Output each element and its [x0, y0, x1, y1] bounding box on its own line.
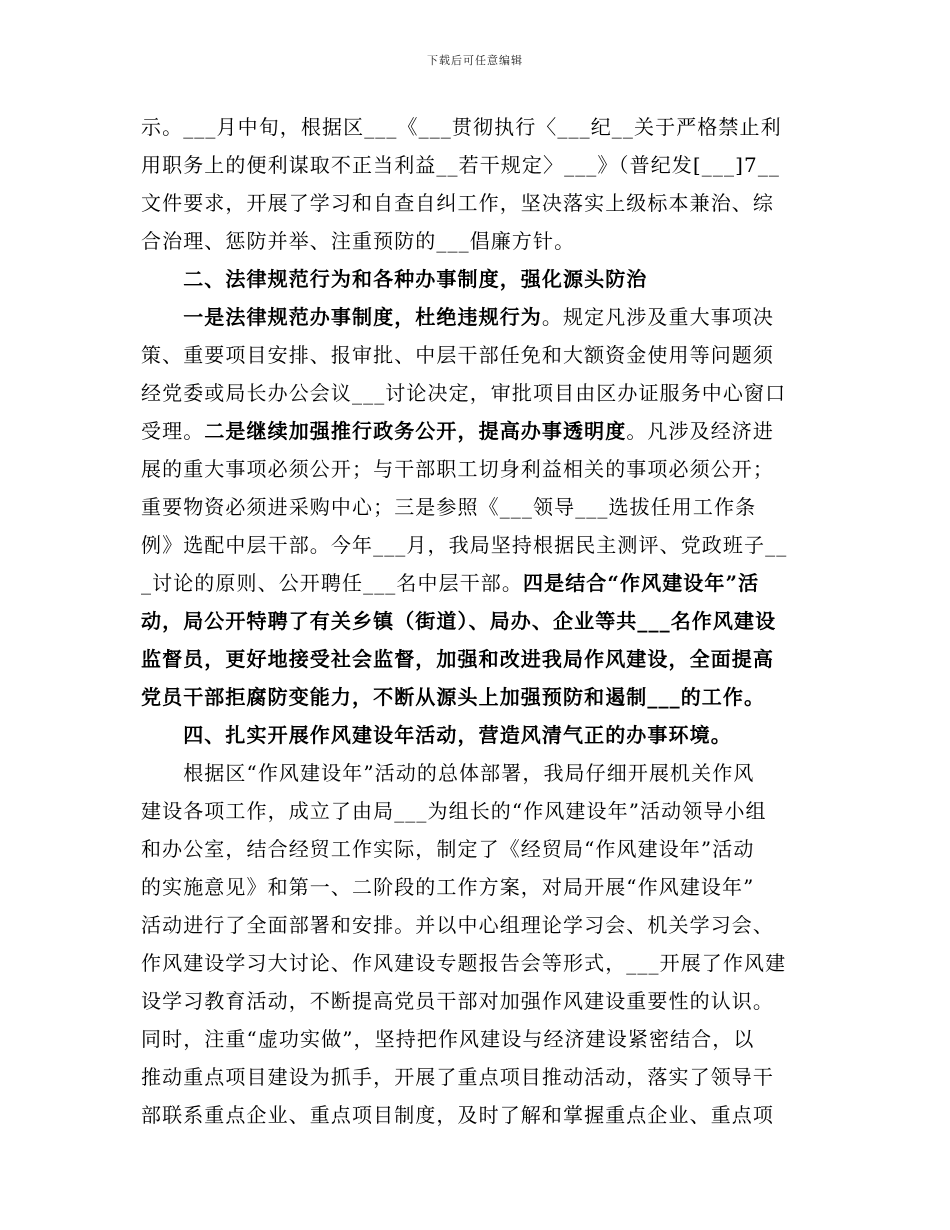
text-line: [141, 450, 811, 488]
text-run: 活动进行了全面部署和安排。并以中心组理论学习会、机关学习会、: [141, 913, 774, 937]
text-line: [141, 564, 811, 602]
text-line: [141, 260, 811, 298]
text-run: 推动重点项目建设为抓手，开展了重点项目推动活动，落实了领导干: [141, 1065, 774, 1089]
text-line: [141, 222, 811, 260]
text-line: [141, 1058, 811, 1096]
text-line: [141, 792, 811, 830]
bold-text-run: 二、法律规范行为和各种办事制度，强化源头防治: [141, 267, 648, 291]
text-line: [141, 526, 811, 564]
text-line: [141, 184, 811, 222]
text-line: [141, 754, 811, 792]
bold-text-run: 一是法律规范办事制度，杜绝违规行为: [141, 305, 542, 329]
text-line: [141, 640, 811, 678]
text-run: 合治理、惩防并举、注重预防的___倡廉方针。: [141, 229, 576, 253]
text-run: 设学习教育活动，不断提高党员干部对加强作风建设重要性的认识。: [141, 989, 774, 1013]
text-run: 示。___月中旬，根据区___《___贯彻执行〈___纪__关于严格禁止利: [141, 115, 782, 139]
text-line: [141, 336, 811, 374]
bold-text-run: 四是结合“作风建设年”活: [523, 571, 760, 595]
text-run: 经党委或局长办公会议___讨论决定，审批项目由区办证服务中心窗口: [141, 381, 787, 405]
text-run: 例》选配中层干部。今年___月，我局坚持根据民主测评、党政班子__: [141, 533, 788, 557]
bold-text-run: 四、扎实开展作风建设年活动，营造风清气正的办事环境。: [141, 723, 732, 747]
text-run: 根据区“作风建设年”活动的总体部署，我局仔细开展机关作风: [141, 761, 755, 785]
text-line: [141, 678, 811, 716]
bold-text-run: 动，局公开特聘了有关乡镇（街道）、局办、企业等共___名作风建设: [141, 609, 777, 633]
text-run: 用职务上的便利谋取不正当利益__若干规定〉___》（普纪发[___]7__: [141, 153, 781, 177]
text-run: 。凡涉及经济进: [626, 419, 775, 443]
text-run: 展的重大事项必须公开；与干部职工切身利益相关的事项必须公开；: [141, 457, 774, 481]
text-line: [141, 412, 811, 450]
text-line: [141, 982, 811, 1020]
text-line: [141, 1020, 811, 1058]
bold-text-run: 党员干部拒腐防变能力，不断从源头上加强预防和遏制___的工作。: [141, 685, 766, 709]
text-line: [141, 298, 811, 336]
text-run: 重要物资必须进采购中心；三是参照《___领导___选拔任用工作条: [141, 495, 757, 519]
text-line: [141, 146, 811, 184]
text-run: 的实施意见》和第一、二阶段的工作方案，对局开展“作风建设年”: [141, 875, 755, 899]
text-line: [141, 868, 811, 906]
text-run: 。规定凡涉及重大事项决: [541, 305, 775, 329]
text-run: 文件要求，开展了学习和自查自纠工作，坚决落实上级标本兼治、综: [141, 191, 774, 215]
text-line: [141, 716, 811, 754]
text-run: 受理。: [141, 419, 205, 443]
text-run: 和办公室，结合经贸工作实际，制定了《经贸局“作风建设年”活动: [141, 837, 755, 861]
text-run: 同时，注重“虚功实做”，坚持把作风建设与经济建设紧密结合，以: [141, 1027, 755, 1051]
page-header: 下载后可任意编辑: [427, 54, 523, 67]
text-line: [141, 374, 811, 412]
bold-text-run: 监督员，更好地接受社会监督，加强和改进我局作风建设，全面提高: [141, 647, 774, 671]
bold-text-run: 二是继续加强推行政务公开，提高办事透明度: [204, 419, 627, 443]
text-line: [141, 1096, 811, 1134]
text-line: [141, 108, 811, 146]
text-run: 策、重要项目安排、报审批、中层干部任免和大额资金使用等问题须: [141, 343, 774, 367]
document-body: [141, 108, 811, 1134]
text-run: _讨论的原则、公开聘任___名中层干部。: [141, 571, 523, 595]
text-line: [141, 602, 811, 640]
text-line: [141, 906, 811, 944]
text-line: [141, 830, 811, 868]
text-line: [141, 944, 811, 982]
text-run: 部联系重点企业、重点项目制度，及时了解和掌握重点企业、重点项: [141, 1103, 774, 1127]
text-run: 作风建设学习大讨论、作风建设专题报告会等形式，___开展了作风建: [141, 951, 787, 975]
text-run: 建设各项工作，成立了由局___为组长的“作风建设年”活动领导小组: [141, 799, 767, 823]
text-line: [141, 488, 811, 526]
